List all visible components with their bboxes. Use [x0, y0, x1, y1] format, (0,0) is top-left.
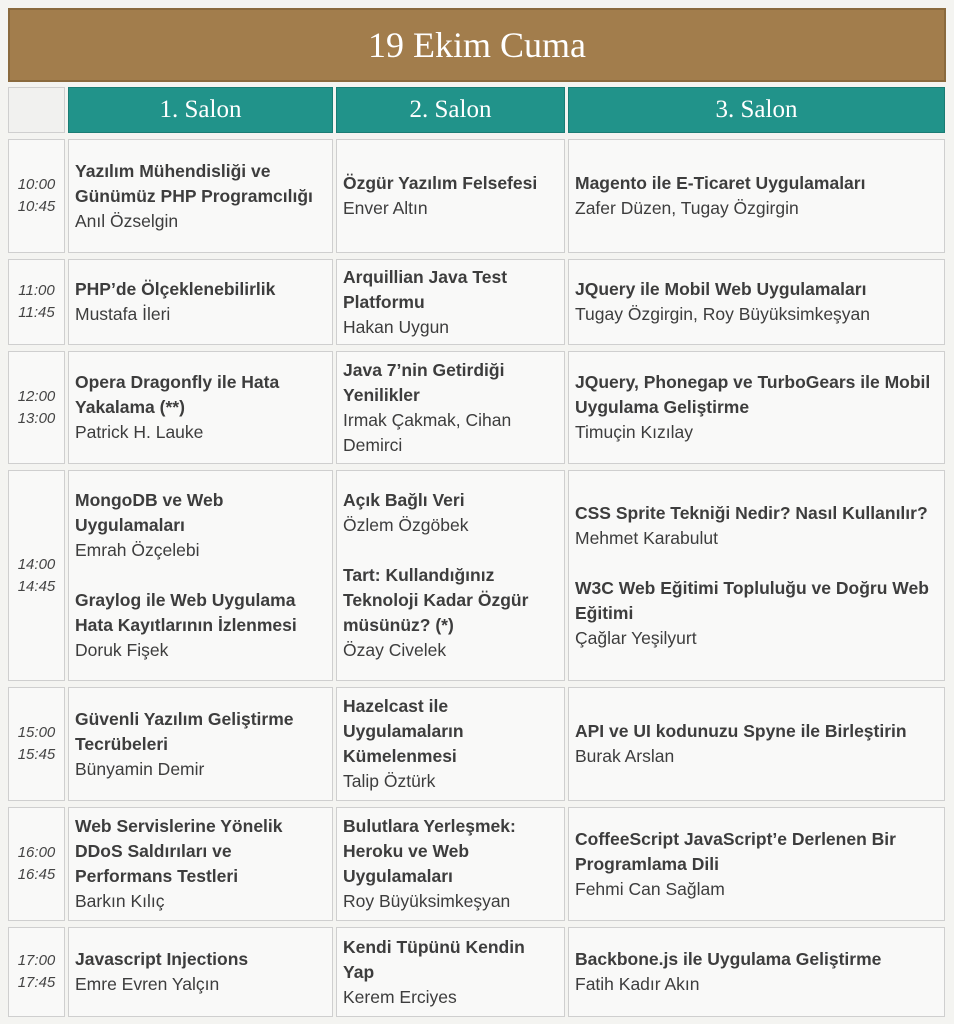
time-end: 11:45: [18, 304, 55, 321]
time-slot: [8, 807, 65, 921]
talk-title: CoffeeScript JavaScript’e Derlenen Bir Programlama Dili: [575, 828, 896, 874]
talk-speaker: Mustafa İleri: [75, 304, 171, 324]
talk: [343, 694, 558, 794]
time-start: 12:00: [17, 387, 56, 405]
talk-title: Yazılım Mühendisliği ve Günümüz PHP Programcılığı: [75, 160, 313, 206]
hall-header-2: 2. Salon: [336, 87, 565, 133]
talk-speaker: Patrick H. Lauke: [75, 422, 204, 442]
talk-title: API ve UI kodunuzu Spyne ile Birleştirin: [575, 721, 907, 741]
talk-title: JQuery, Phonegap ve TurboGears ile Mobil Uygulama Geliştirme: [575, 372, 931, 417]
talk: [575, 576, 938, 651]
talk-speaker: Özlem Özgöbek: [343, 515, 469, 535]
session-cell-hall-2: [336, 470, 565, 681]
talk-speaker: Kerem Erciyes: [343, 986, 457, 1007]
talk-speaker: Timuçin Kızılay: [575, 422, 693, 442]
talk-speaker: Fatih Kadır Akın: [575, 974, 700, 994]
time-slot: [8, 470, 65, 681]
time-end: 13:00: [17, 409, 56, 427]
time-end: 14:45: [17, 577, 56, 595]
talk-title: Özgür Yazılım Felsefesi: [343, 173, 538, 193]
time-slot: [8, 259, 65, 345]
schedule-table: [8, 87, 946, 1017]
time-start: 14:00: [17, 555, 56, 573]
talk-speaker: Doruk Fişek: [75, 640, 169, 660]
talk-speaker: Özay Civelek: [343, 640, 447, 660]
time-end: 15:45: [17, 746, 56, 763]
talk: [575, 370, 938, 445]
session-cell-hall-3: [568, 807, 945, 921]
session-cell-hall-2: [336, 927, 565, 1017]
talk-title: Arquillian Java Test Platformu: [343, 266, 508, 312]
talk-title: Bulutlara Yerleşmek: Heroku ve Web Uygulamaları: [343, 816, 516, 886]
talk-speaker: Emre Evren Yalçın: [75, 974, 220, 994]
hall-header-3: 3. Salon: [568, 87, 945, 133]
talk: [575, 947, 938, 997]
talk-title: Açık Bağlı Veri: [343, 490, 465, 510]
talk-speaker: Talip Öztürk: [343, 771, 436, 791]
talk-title: Magento ile E-Ticaret Uygulamaları: [575, 173, 866, 193]
session-cell-hall-1: [68, 687, 333, 801]
talk: [575, 501, 938, 551]
talk: [75, 707, 326, 782]
talk: [575, 719, 938, 769]
talk-title: Web Servislerine Yönelik DDoS Saldırıları ve Performans Testleri: [75, 816, 283, 886]
time-start: 17:00: [17, 952, 56, 969]
talk: [343, 171, 558, 221]
session-cell-hall-1: [68, 470, 333, 681]
talk: [75, 370, 326, 445]
talk: [75, 588, 326, 663]
corner-cell: [8, 87, 65, 133]
talk-speaker: Bünyamin Demir: [75, 758, 205, 779]
talk-speaker: Çağlar Yeşilyurt: [575, 627, 697, 648]
talk: [343, 935, 558, 1010]
talk-title: Tart: Kullandığınız Teknoloji Kadar Özgür müsünüz? (*): [343, 565, 529, 635]
talk: [575, 827, 938, 902]
talk: [343, 358, 558, 458]
talk-title: Opera Dragonfly ile Hata Yakalama (**): [75, 372, 280, 417]
session-cell-hall-2: [336, 259, 565, 345]
session-cell-hall-1: [68, 139, 333, 253]
talk-title: Javascript Injections: [75, 949, 249, 969]
talk: [75, 488, 326, 563]
talk-title: Hazelcast ile Uygulamaların Kümelenmesi: [343, 696, 464, 766]
talk-title: W3C Web Eğitimi Topluluğu ve Doğru Web Eğitimi: [575, 577, 929, 623]
hall-header-1: 1. Salon: [68, 87, 333, 133]
talk: [75, 277, 326, 327]
session-cell-hall-1: [68, 351, 333, 464]
session-cell-hall-2: [336, 351, 565, 464]
talk: [75, 814, 326, 914]
page-title: 19 Ekim Cuma: [8, 8, 946, 82]
talk-speaker: Irmak Çakmak, Cihan Demirci: [343, 409, 512, 455]
talk: [575, 171, 938, 221]
talk: [343, 563, 558, 663]
talk-speaker: Tugay Özgirgin, Roy Büyüksimkeşyan: [575, 304, 871, 324]
session-cell-hall-3: [568, 470, 945, 681]
time-slot: [8, 927, 65, 1017]
talk-speaker: Fehmi Can Sağlam: [575, 878, 725, 899]
talk-title: Graylog ile Web Uygulama Hata Kayıtlarının İzlenmesi: [75, 590, 297, 635]
talk: [343, 814, 558, 914]
talk-title: CSS Sprite Tekniği Nedir? Nasıl Kullanılır?: [575, 502, 928, 523]
talk: [75, 159, 326, 234]
time-slot: [8, 687, 65, 801]
session-cell-hall-3: [568, 687, 945, 801]
time-start: 15:00: [17, 724, 56, 741]
talk: [575, 277, 938, 327]
talk-speaker: Hakan Uygun: [343, 316, 450, 337]
talk-title: MongoDB ve Web Uygulamaları: [75, 490, 224, 535]
time-start: 16:00: [17, 844, 56, 861]
time-slot: [8, 139, 65, 253]
talk: [343, 488, 558, 538]
session-cell-hall-1: [68, 807, 333, 921]
time-end: 17:45: [17, 974, 56, 991]
talk-speaker: Roy Büyüksimkeşyan: [343, 891, 511, 911]
talk-speaker: Burak Arslan: [575, 746, 675, 766]
talk-title: PHP’de Ölçeklenebilirlik: [75, 279, 276, 299]
talk-title: JQuery ile Mobil Web Uygulamaları: [575, 279, 867, 299]
time-start: 11:00: [18, 282, 55, 299]
session-cell-hall-3: [568, 351, 945, 464]
session-cell-hall-2: [336, 807, 565, 921]
session-cell-hall-3: [568, 927, 945, 1017]
session-cell-hall-2: [336, 139, 565, 253]
talk-speaker: Emrah Özçelebi: [75, 540, 200, 560]
session-cell-hall-3: [568, 139, 945, 253]
talk-title: Backbone.js ile Uygulama Geliştirme: [575, 949, 882, 969]
time-end: 16:45: [17, 866, 56, 883]
time-slot: [8, 351, 65, 464]
talk: [75, 947, 326, 997]
session-cell-hall-1: [68, 927, 333, 1017]
talk-title: Güvenli Yazılım Geliştirme Tecrübeleri: [75, 708, 294, 754]
talk: [343, 265, 558, 340]
talk-speaker: Mehmet Karabulut: [575, 527, 718, 548]
time-start: 10:00: [17, 176, 56, 193]
talk-title: Kendi Tüpünü Kendin Yap: [343, 936, 525, 982]
session-cell-hall-2: [336, 687, 565, 801]
session-cell-hall-3: [568, 259, 945, 345]
session-cell-hall-1: [68, 259, 333, 345]
talk-speaker: Anıl Özselgin: [75, 210, 179, 231]
talk-speaker: Enver Altın: [343, 198, 428, 218]
time-end: 10:45: [17, 198, 56, 215]
talk-title: Java 7’nin Getirdiği Yenilikler: [343, 359, 505, 405]
talk-speaker: Barkın Kılıç: [75, 891, 165, 911]
talk-speaker: Zafer Düzen, Tugay Özgirgin: [575, 198, 799, 218]
